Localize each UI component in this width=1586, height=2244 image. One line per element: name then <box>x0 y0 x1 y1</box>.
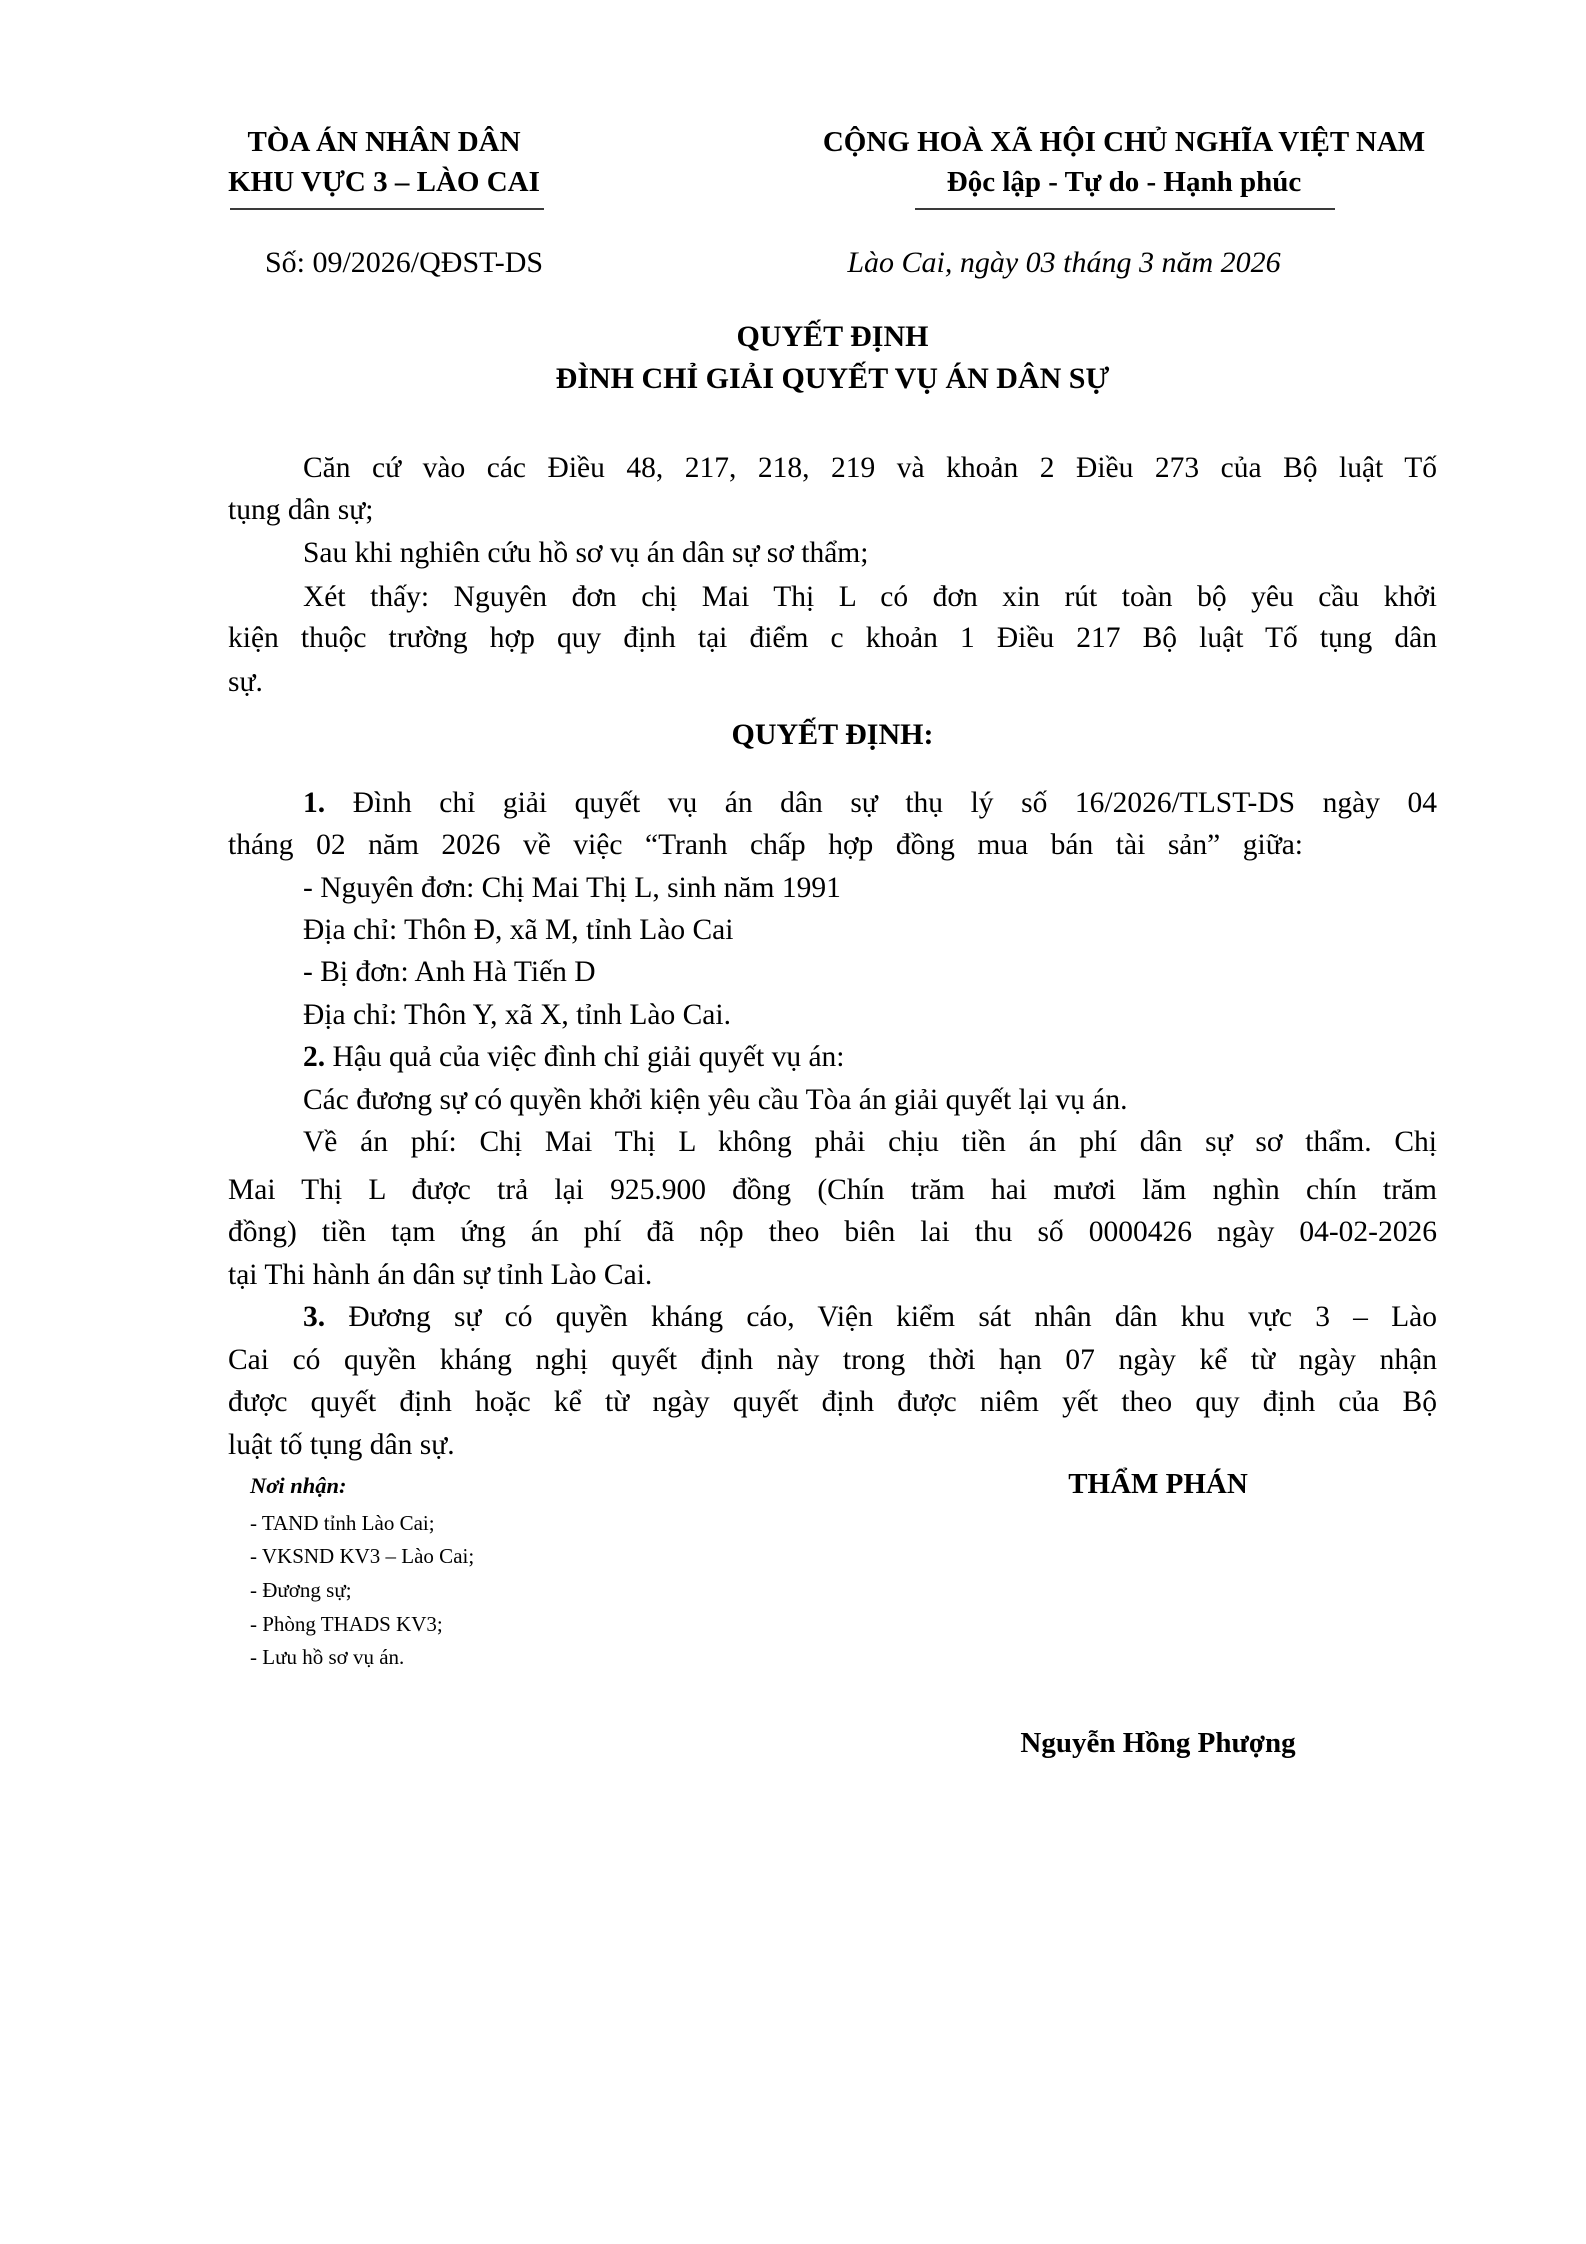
defendant-address: Địa chỉ: Thôn Y, xã X, tỉnh Lào Cai. <box>303 999 731 1031</box>
signer-name: Nguyễn Hồng Phượng <box>1020 1727 1296 1759</box>
recipient-item: - TAND tỉnh Lào Cai; <box>250 1511 435 1535</box>
fee-line3: đồng) tiền tạm ứng án phí đã nộp theo biên lai thu số 0000426 ngày 04-02-2026 <box>228 1216 1437 1248</box>
court-underline <box>230 208 544 210</box>
recipient-item: - Lưu hồ sơ vụ án. <box>250 1645 405 1669</box>
place-date: Lào Cai, ngày 03 tháng 3 năm 2026 <box>847 246 1281 279</box>
finding-line2: kiện thuộc trường hợp quy định tại điểm c khoản 1 Điều 217 Bộ luật Tố tụng dân <box>228 622 1437 654</box>
item2-line <box>303 1039 1437 1075</box>
signer-role: THẨM PHÁN <box>1068 1468 1248 1500</box>
national-title: CỘNG HOÀ XÃ HỘI CHỦ NGHĨA VIỆT NAM <box>822 126 1426 158</box>
document-number: Số: 09/2026/QĐST-DS <box>264 246 544 279</box>
item3-line4: luật tố tụng dân sự. <box>228 1429 455 1461</box>
defendant: - Bị đơn: Anh Hà Tiến D <box>303 956 596 988</box>
item1-number: 1. <box>303 787 326 819</box>
review-statement: Sau khi nghiên cứu hồ sơ vụ án dân sự sơ thẩm; <box>303 537 869 569</box>
court-name-line2: KHU VỰC 3 – LÀO CAI <box>228 166 540 198</box>
item1-text: Đình chỉ giải quyết vụ án dân sự thụ lý số 16/2026/TLST-DS ngày 04 <box>352 787 1438 819</box>
item1-line2: tháng 02 năm 2026 về việc “Tranh chấp hợp đồng mua bán tài sản” giữa: <box>228 829 1303 861</box>
recipients-title: Nơi nhận: <box>250 1473 347 1498</box>
item3-number: 3. <box>303 1301 326 1333</box>
item2-text: Hậu quả của việc đình chỉ giải quyết vụ án: <box>332 1041 845 1073</box>
motto-underline <box>915 208 1335 210</box>
recipient-item: - Phòng THADS KV3; <box>250 1612 443 1636</box>
item1-line1 <box>303 785 1437 821</box>
document-title: QUYẾT ĐỊNH <box>736 320 929 353</box>
item3-text: Đương sự có quyền kháng cáo, Viện kiểm sát nhân dân khu vực 3 – Lào <box>348 1301 1437 1333</box>
item2-right-to-sue: Các đương sự có quyền khởi kiện yêu cầu Tòa án giải quyết lại vụ án. <box>303 1084 1128 1116</box>
legal-basis-line1: Căn cứ vào các Điều 48, 217, 218, 219 và khoản 2 Điều 273 của Bộ luật Tố <box>303 452 1437 484</box>
document-subtitle: ĐÌNH CHỈ GIẢI QUYẾT VỤ ÁN DÂN SỰ <box>555 362 1110 395</box>
fee-line1: Về án phí: Chị Mai Thị L không phải chịu tiền án phí dân sự sơ thẩm. Chị <box>303 1126 1437 1158</box>
legal-basis-line2: tụng dân sự; <box>228 494 374 526</box>
item3-line3: được quyết định hoặc kể từ ngày quyết định được niêm yết theo quy định của Bộ <box>228 1386 1437 1418</box>
item3-line1 <box>303 1299 1437 1335</box>
finding-line3: sự. <box>228 666 263 698</box>
recipient-item: - VKSND KV3 – Lào Cai; <box>250 1544 475 1568</box>
item3-line2: Cai có quyền kháng nghị quyết định này trong thời hạn 07 ngày kể từ ngày nhận <box>228 1344 1437 1376</box>
court-name-line1: TÒA ÁN NHÂN DÂN <box>247 126 521 158</box>
plaintiff-address: Địa chỉ: Thôn Đ, xã M, tỉnh Lào Cai <box>303 914 734 946</box>
plaintiff: - Nguyên đơn: Chị Mai Thị L, sinh năm 1991 <box>303 872 841 904</box>
fee-line4: tại Thi hành án dân sự tỉnh Lào Cai. <box>228 1259 653 1291</box>
decision-heading: QUYẾT ĐỊNH: <box>731 718 934 751</box>
national-motto: Độc lập - Tự do - Hạnh phúc <box>946 166 1302 198</box>
recipient-item: - Đương sự; <box>250 1578 352 1602</box>
finding-line1: Xét thấy: Nguyên đơn chị Mai Thị L có đơn xin rút toàn bộ yêu cầu khởi <box>303 581 1437 613</box>
fee-line2: Mai Thị L được trả lại 925.900 đồng (Chín trăm hai mươi lăm nghìn chín trăm <box>228 1174 1437 1206</box>
item2-number: 2. <box>303 1041 326 1073</box>
